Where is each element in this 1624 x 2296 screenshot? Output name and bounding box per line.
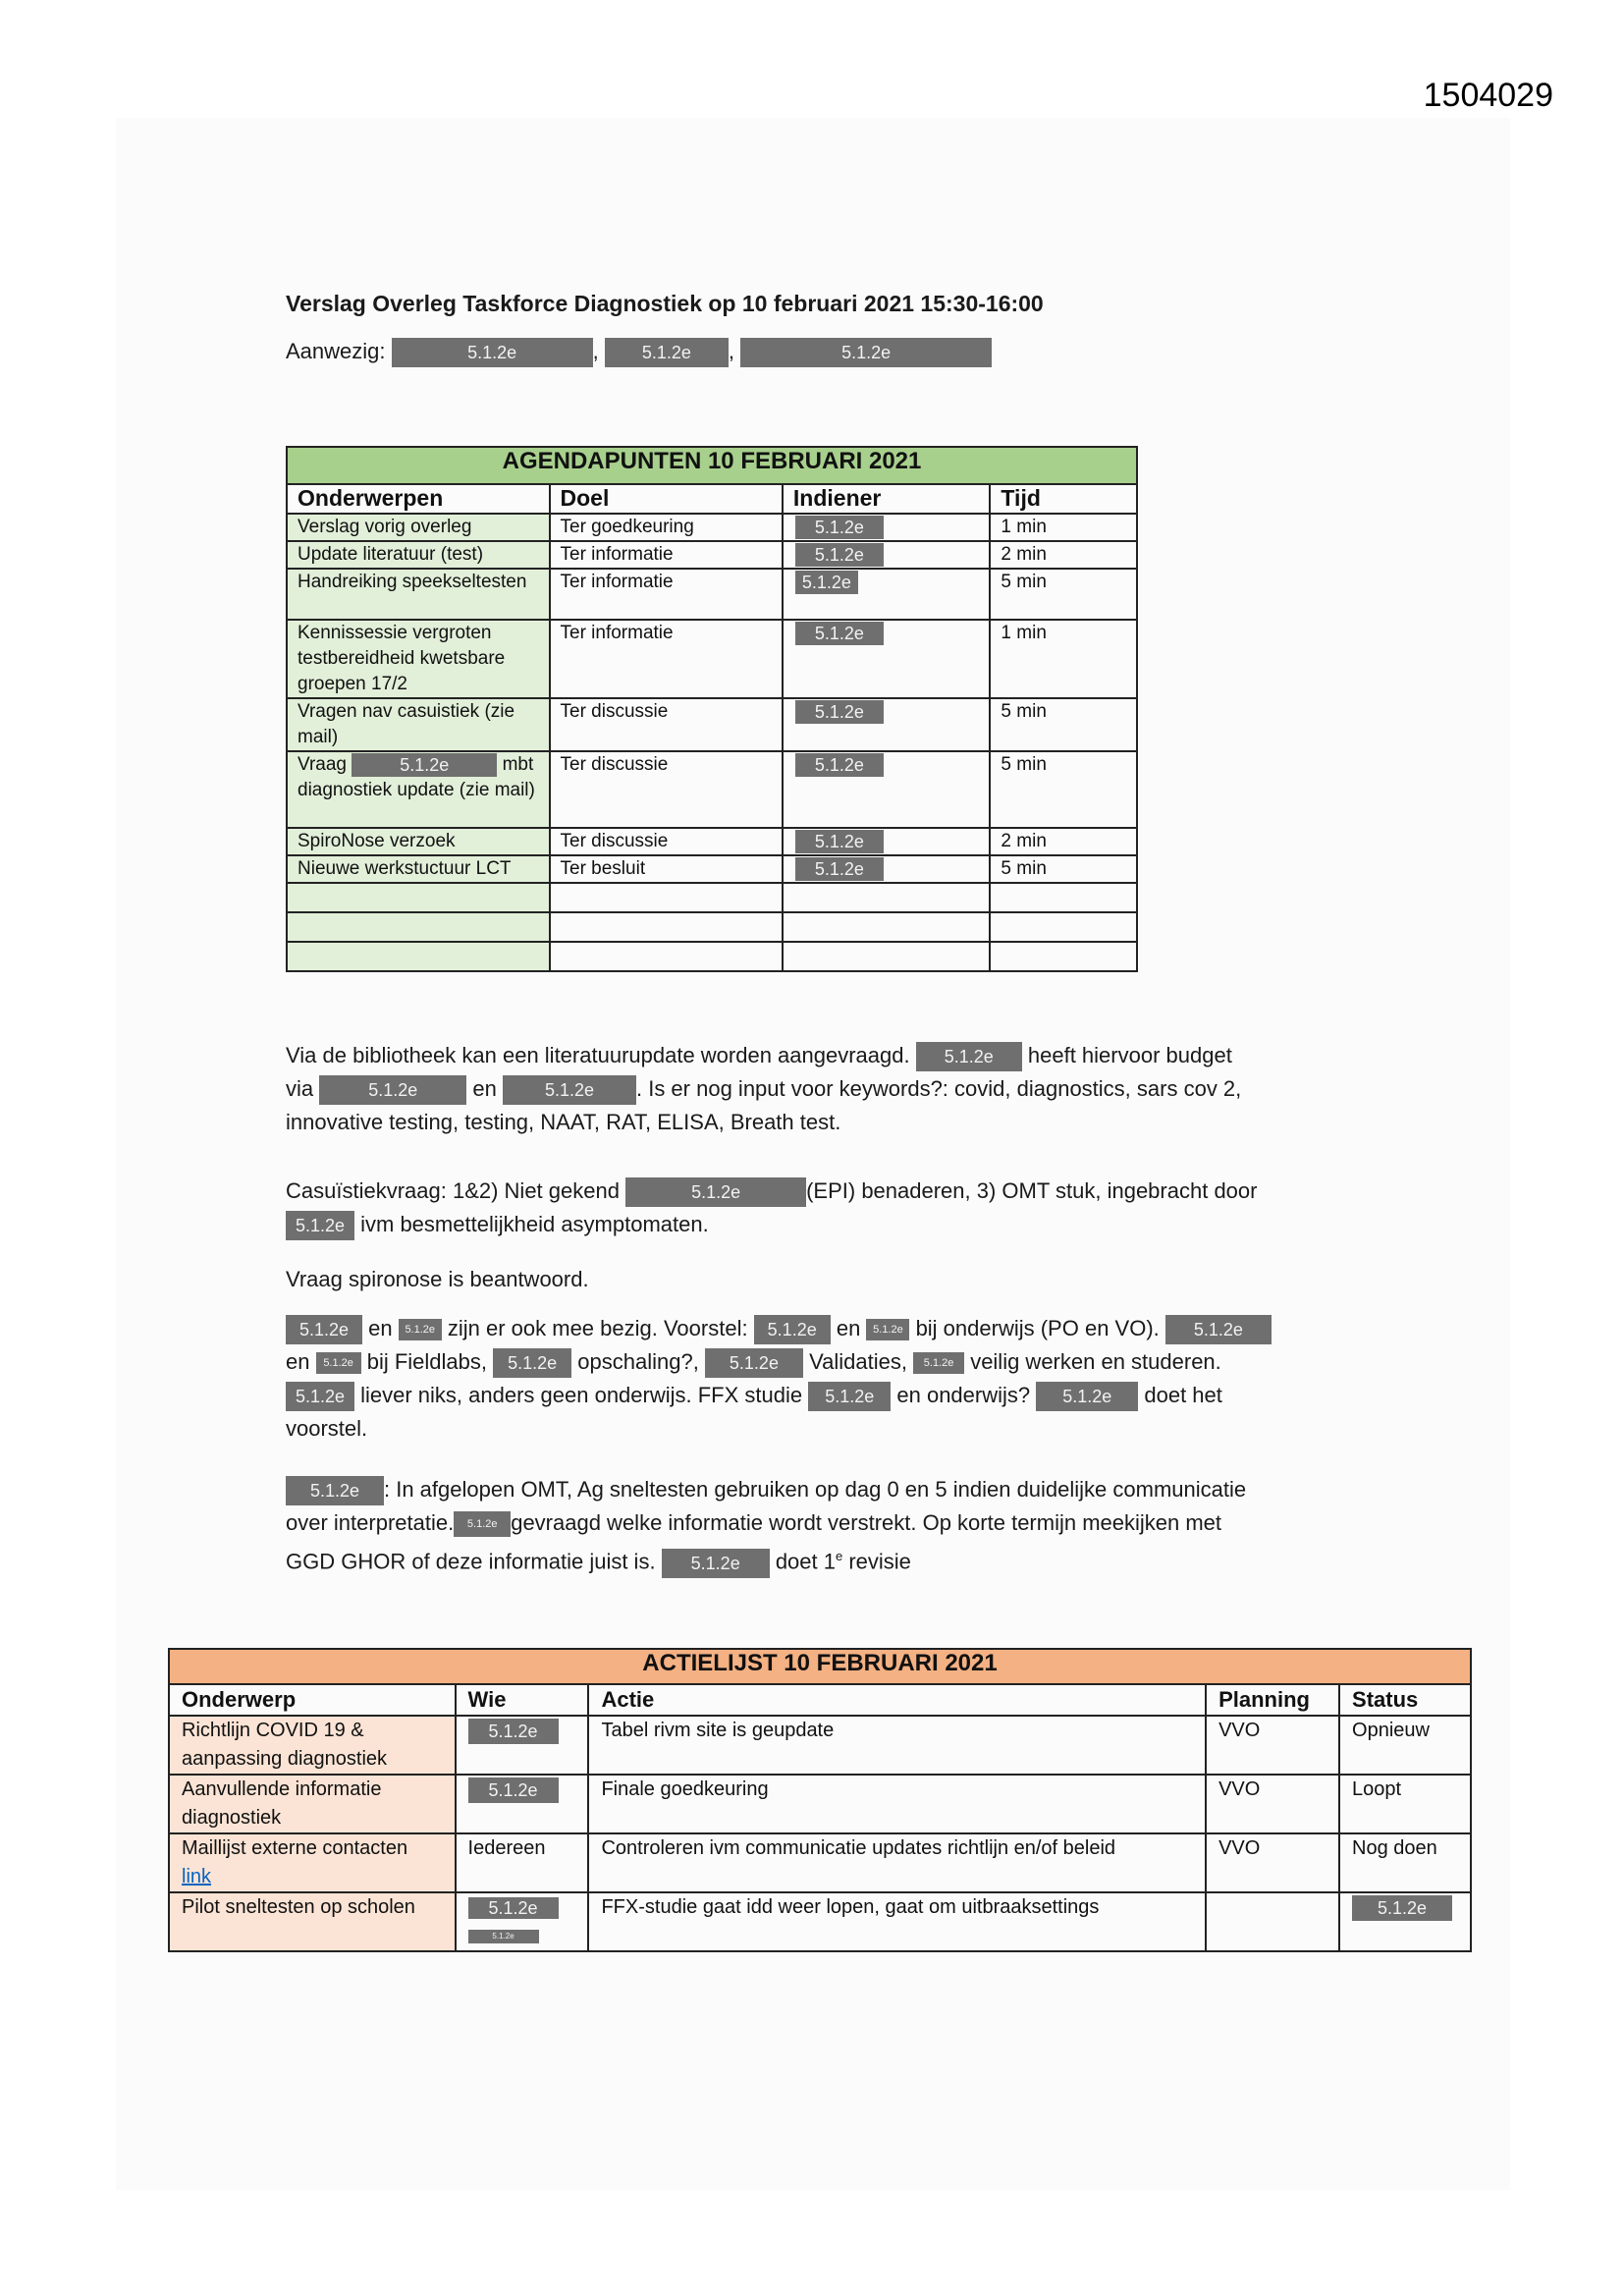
table-row	[287, 828, 1137, 855]
agenda-time: 5 min	[990, 751, 1137, 828]
redaction-box: 5.1.2e	[392, 338, 593, 367]
redaction-box: 5.1.2e	[286, 1382, 354, 1411]
redaction-box: 5.1.2e	[795, 516, 884, 539]
table-row	[169, 1775, 1471, 1833]
redaction-box: 5.1.2e	[468, 1897, 559, 1919]
mailing-list-link[interactable]: link	[182, 1866, 212, 1887]
redaction-box: 5.1.2e	[795, 543, 884, 567]
actie-planning	[1206, 1892, 1339, 1951]
actie-status: Nog doen	[1339, 1833, 1471, 1892]
agenda-goal: Ter informatie	[550, 620, 783, 698]
agenda-subject-suffix: mbt diagnostiek update (zie mail)	[298, 754, 535, 800]
redaction-box: 5.1.2e	[625, 1177, 806, 1207]
agenda-time: 5 min	[990, 569, 1137, 620]
agenda-subject: Verslag vorig overleg	[287, 514, 550, 541]
attendance-label: Aanwezig:	[286, 339, 386, 363]
redaction-box: 5.1.2e	[319, 1075, 466, 1105]
redaction-box: 5.1.2e	[399, 1319, 442, 1340]
table-row	[287, 620, 1137, 698]
attendance-line: Aanwezig: 5.1.2e , 5.1.2e , 5.1.2e	[286, 335, 992, 368]
redaction-box: 5.1.2e	[454, 1511, 511, 1537]
table-row	[169, 1892, 1471, 1951]
agenda-time: 1 min	[990, 620, 1137, 698]
redaction-box: 5.1.2e	[352, 753, 497, 777]
agenda-col-header: Onderwerpen	[287, 484, 550, 514]
redaction-box: 5.1.2e	[493, 1348, 571, 1378]
table-row	[287, 883, 1137, 912]
paragraph-spironose: Vraag spironose is beantwoord.	[286, 1267, 589, 1291]
actie-action: Controleren ivm communicatie updates richtlijn en/of beleid	[588, 1833, 1206, 1892]
paragraph-proposal: 5.1.2e en 5.1.2e zijn er ook mee bezig. Voorstel: 5.1.2e en 5.1.2e bij onderwijs (PO en VO). 5.1.2e en 5.1.2e bij Fieldlabs, 5.1.2e opschaling?, 5.1.2e Validaties, 5.1.2e veilig werken en studeren. 5.1.2e liever niks, anders geen onderwijs. FFX studie 5.1.2e en onderwijs? 5.1.2e doet het voorstel.	[286, 1312, 1272, 1446]
redaction-box: 5.1.2e	[916, 1042, 1022, 1071]
actie-planning: VVO	[1206, 1716, 1339, 1775]
agenda-goal: Ter goedkeuring	[550, 514, 783, 541]
actie-subject: Richtlijn COVID 19 & aanpassing diagnostiek	[169, 1716, 456, 1775]
actie-action: FFX-studie gaat idd weer lopen, gaat om uitbraaksettings	[588, 1892, 1206, 1951]
agenda-subject	[287, 751, 550, 828]
redaction-box: 5.1.2e	[316, 1352, 361, 1374]
redaction-box: 5.1.2e	[605, 338, 729, 367]
agenda-subject: Nieuwe werkstuctuur LCT	[287, 855, 550, 883]
redaction-box: 5.1.2e	[866, 1319, 909, 1340]
table-row	[287, 514, 1137, 541]
actie-status: Opnieuw	[1339, 1716, 1471, 1775]
redaction-box: 5.1.2e	[468, 1777, 559, 1803]
agenda-goal: Ter besluit	[550, 855, 783, 883]
redaction-box: 5.1.2e	[795, 857, 884, 881]
redaction-box: 5.1.2e	[662, 1549, 770, 1578]
actie-subject: Pilot sneltesten op scholen	[169, 1892, 456, 1951]
actie-col-header: Wie	[456, 1684, 589, 1716]
redaction-box: 5.1.2e	[286, 1211, 354, 1240]
actie-planning: VVO	[1206, 1833, 1339, 1892]
agenda-time: 2 min	[990, 541, 1137, 569]
agenda-subject: Kennissessie vergroten testbereidheid kwetsbare groepen 17/2	[287, 620, 550, 698]
actie-planning: VVO	[1206, 1775, 1339, 1833]
paragraph-casuistiek: Casuïstiekvraag: 1&2) Niet gekend 5.1.2e (EPI) benaderen, 3) OMT stuk, ingebracht door 5.1.2e ivm besmettelijkheid asymptomaten.	[286, 1175, 1257, 1241]
redaction-box: 5.1.2e	[1036, 1382, 1138, 1411]
actielijst-table	[168, 1648, 1472, 1952]
redaction-box: 5.1.2e	[1165, 1315, 1272, 1344]
redaction-box: 5.1.2e	[740, 338, 992, 367]
redaction-box: 5.1.2e	[795, 571, 858, 594]
paragraph-literature: Via de bibliotheek kan een literatuurupdate worden aangevraagd. 5.1.2e heeft hiervoor budget via 5.1.2e en 5.1.2e . Is er nog input voor keywords?: covid, diagnostics, sars cov 2, innovative testing, testing, NAAT, RAT, ELISA, Breath test.	[286, 1043, 1242, 1134]
actie-col-header: Actie	[588, 1684, 1206, 1716]
agenda-col-header: Doel	[550, 484, 783, 514]
agenda-subject: Vragen nav casuistiek (zie mail)	[287, 698, 550, 751]
agenda-col-header: Indiener	[783, 484, 991, 514]
agenda-col-header: Tijd	[990, 484, 1137, 514]
redaction-box: 5.1.2e	[468, 1930, 539, 1943]
redaction-box: 5.1.2e	[503, 1075, 636, 1105]
redaction-box: 5.1.2e	[754, 1315, 831, 1344]
agenda-subject: Update literatuur (test)	[287, 541, 550, 569]
agenda-heading: AGENDAPUNTEN 10 FEBRUARI 2021	[287, 447, 1137, 484]
redaction-box: 5.1.2e	[705, 1348, 803, 1378]
actie-status: Loopt	[1339, 1775, 1471, 1833]
table-row	[169, 1833, 1471, 1892]
agenda-time: 5 min	[990, 855, 1137, 883]
actie-who: Iedereen	[456, 1833, 589, 1892]
agenda-goal: Ter discussie	[550, 698, 783, 751]
actie-action: Tabel rivm site is geupdate	[588, 1716, 1206, 1775]
agenda-subject-prefix: Vraag	[298, 754, 347, 775]
agenda-subject: SpiroNose verzoek	[287, 828, 550, 855]
redaction-box: 5.1.2e	[286, 1315, 362, 1344]
agenda-goal: Ter informatie	[550, 569, 783, 620]
actie-col-header: Planning	[1206, 1684, 1339, 1716]
table-row	[287, 569, 1137, 620]
table-row	[287, 855, 1137, 883]
agenda-table	[286, 446, 1138, 972]
redaction-box: 5.1.2e	[1352, 1895, 1452, 1921]
agenda-goal: Ter informatie	[550, 541, 783, 569]
agenda-time: 5 min	[990, 698, 1137, 751]
redaction-box: 5.1.2e	[795, 830, 884, 853]
table-row	[169, 1716, 1471, 1775]
agenda-subject: Handreiking speekseltesten	[287, 569, 550, 620]
document-number: 1504029	[1423, 77, 1553, 114]
table-row	[287, 751, 1137, 828]
actie-col-header: Status	[1339, 1684, 1471, 1716]
agenda-goal: Ter discussie	[550, 751, 783, 828]
agenda-time: 2 min	[990, 828, 1137, 855]
redaction-box: 5.1.2e	[913, 1352, 964, 1374]
actie-subject: Aanvullende informatie diagnostiek	[169, 1775, 456, 1833]
table-row	[287, 942, 1137, 971]
redaction-box: 5.1.2e	[795, 753, 884, 777]
actie-col-header: Onderwerp	[169, 1684, 456, 1716]
table-row	[287, 912, 1137, 942]
actie-subject: Maillijst externe contacten link	[169, 1833, 456, 1892]
redaction-box: 5.1.2e	[795, 622, 884, 645]
table-row	[287, 541, 1137, 569]
page-title: Verslag Overleg Taskforce Diagnostiek op 10 februari 2021 15:30-16:00	[286, 291, 1044, 316]
paragraph-omt: 5.1.2e : In afgelopen OMT, Ag sneltesten gebruiken op dag 0 en 5 indien duidelijke communicatie over interpretatie. 5.1.2e gevraagd welke informatie wordt verstrekt. Op korte termijn meekijken met GGD GHOR of deze informatie juist is. 5.1.2e doet 1e revisie	[286, 1473, 1246, 1578]
redaction-box: 5.1.2e	[286, 1476, 384, 1505]
agenda-goal: Ter discussie	[550, 828, 783, 855]
actielijst-heading: ACTIELIJST 10 FEBRUARI 2021	[169, 1649, 1471, 1684]
actie-action: Finale goedkeuring	[588, 1775, 1206, 1833]
redaction-box: 5.1.2e	[795, 700, 884, 724]
redaction-box: 5.1.2e	[468, 1719, 559, 1744]
redaction-box: 5.1.2e	[808, 1382, 891, 1411]
table-row	[287, 698, 1137, 751]
agenda-time: 1 min	[990, 514, 1137, 541]
